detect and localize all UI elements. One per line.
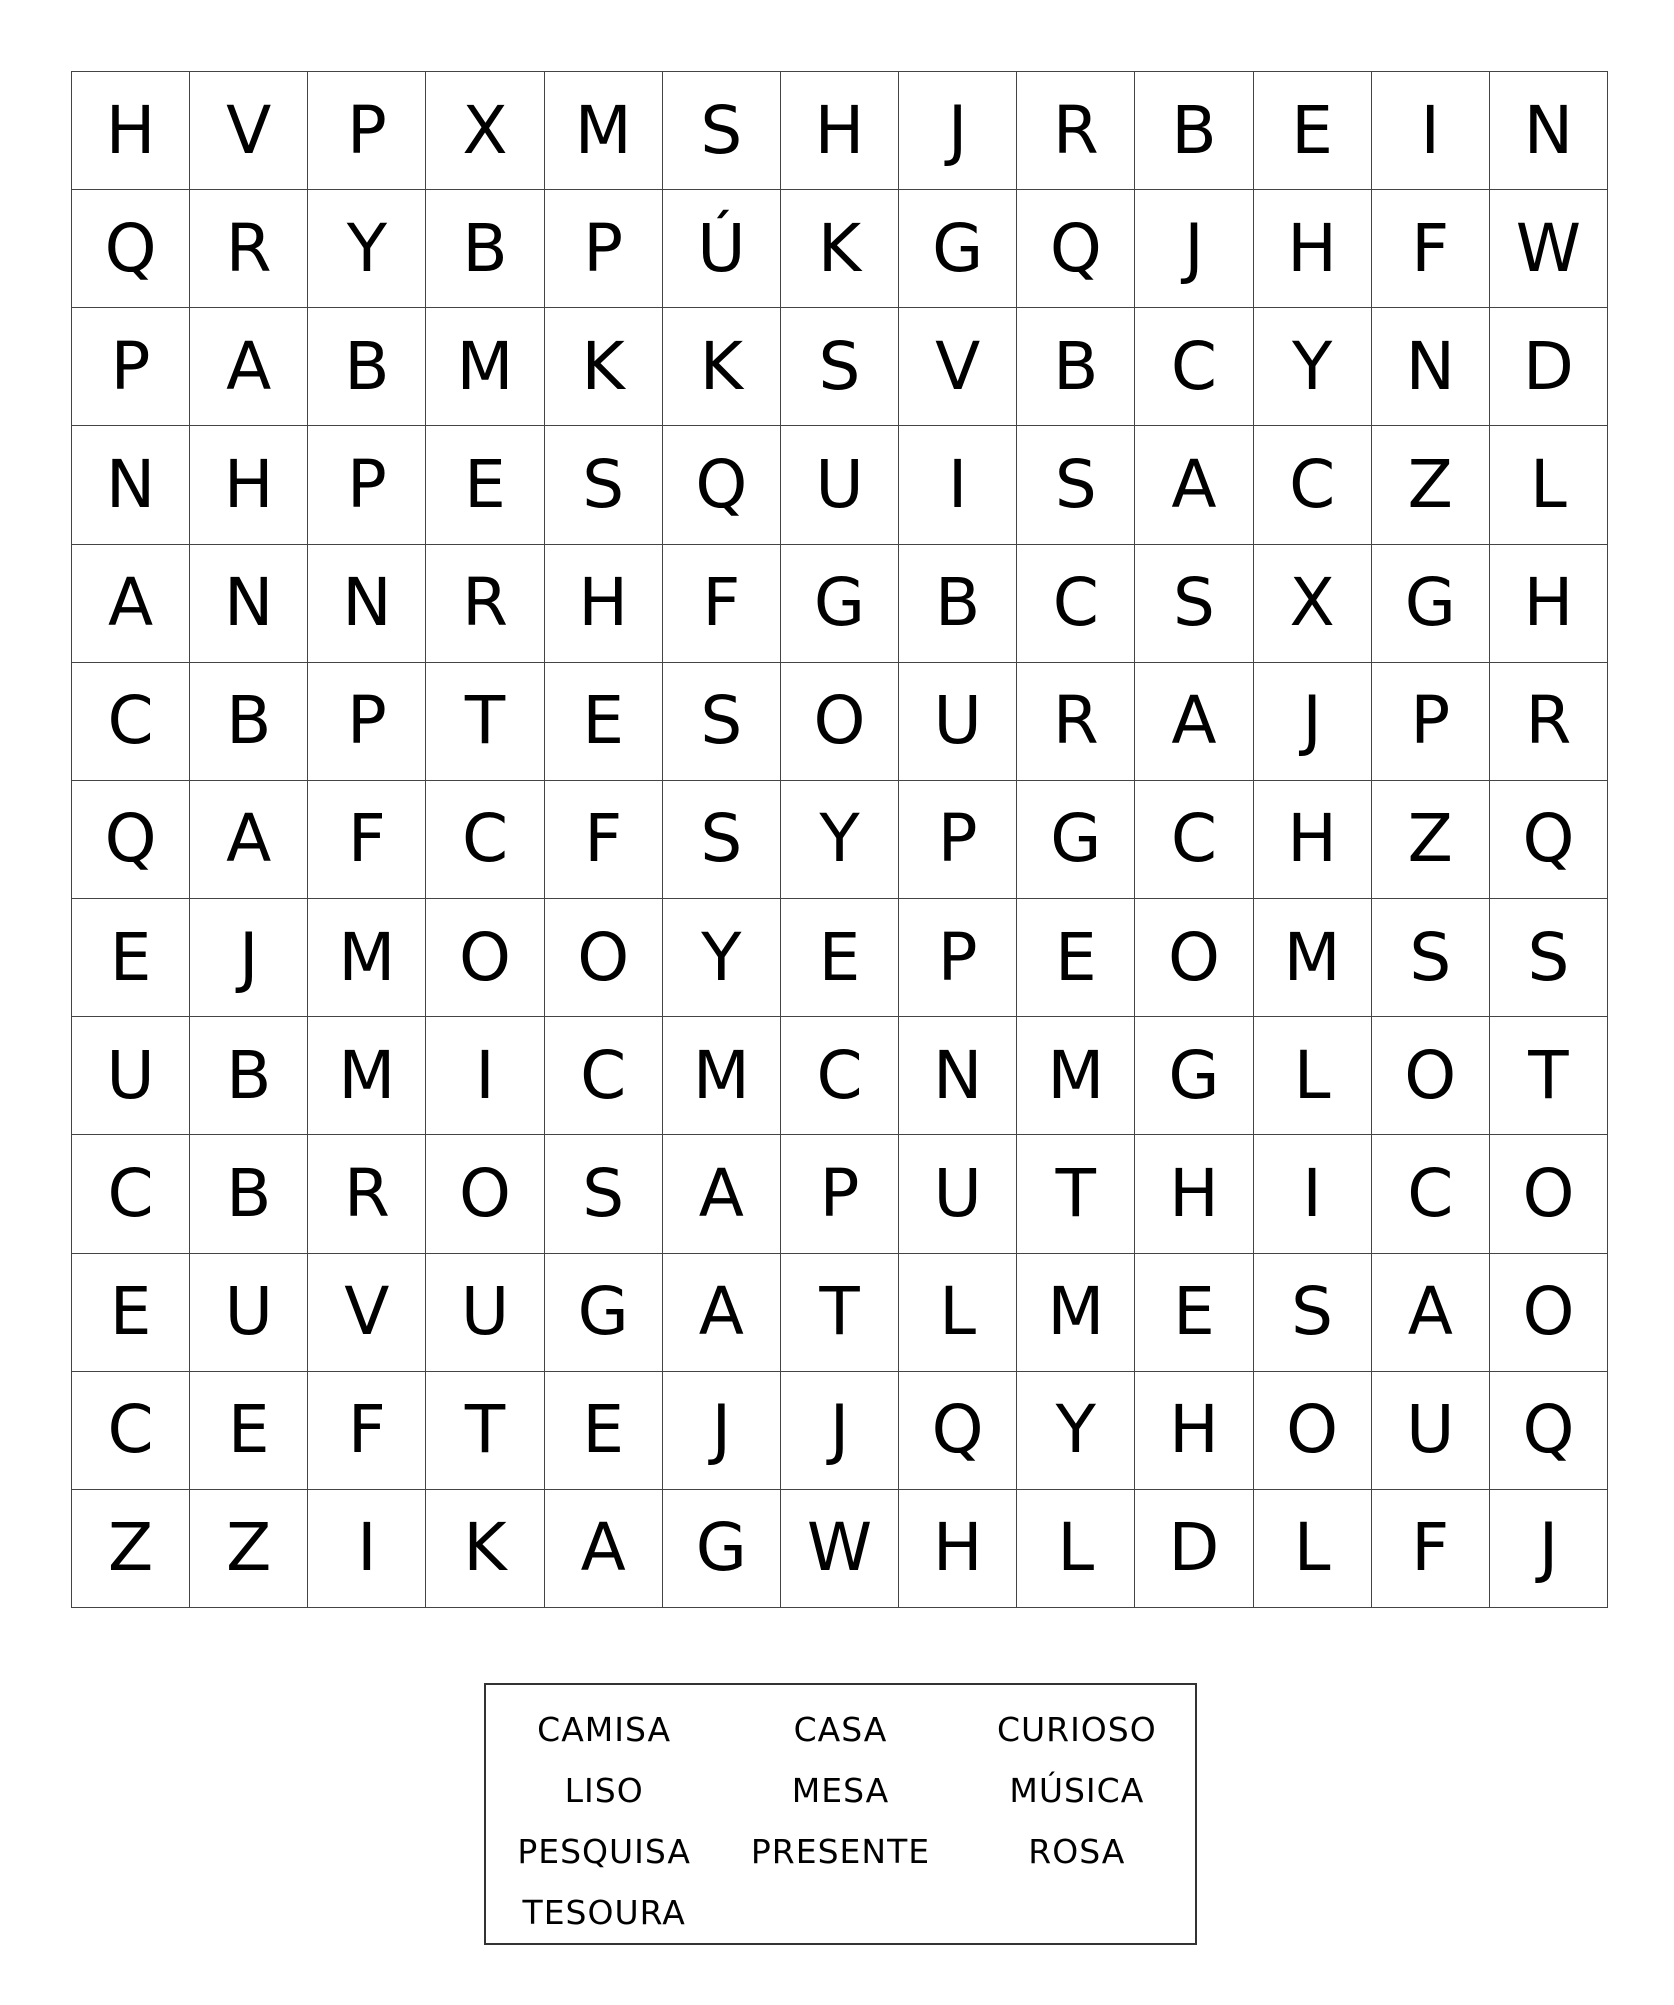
grid-cell[interactable]: C: [1254, 426, 1372, 544]
grid-cell[interactable]: W: [781, 1490, 899, 1608]
grid-cell[interactable]: F: [545, 781, 663, 899]
grid-cell[interactable]: E: [72, 899, 190, 1017]
grid-cell[interactable]: S: [781, 308, 899, 426]
word-list-item: TESOURA: [522, 1893, 686, 1932]
grid-cell[interactable]: E: [190, 1372, 308, 1490]
grid-cell[interactable]: Z: [1372, 781, 1490, 899]
grid-cell[interactable]: J: [663, 1372, 781, 1490]
grid-cell[interactable]: W: [1490, 190, 1608, 308]
grid-cell[interactable]: M: [1017, 1254, 1135, 1372]
grid-cell[interactable]: P: [899, 781, 1017, 899]
grid-cell[interactable]: A: [545, 1490, 663, 1608]
grid-cell[interactable]: U: [72, 1017, 190, 1135]
grid-cell[interactable]: M: [1254, 899, 1372, 1017]
grid-cell[interactable]: O: [1254, 1372, 1372, 1490]
grid-cell[interactable]: O: [1490, 1254, 1608, 1372]
grid-cell[interactable]: O: [781, 663, 899, 781]
grid-cell[interactable]: U: [899, 663, 1017, 781]
grid-cell[interactable]: O: [426, 1135, 544, 1253]
grid-cell[interactable]: A: [190, 308, 308, 426]
grid-cell[interactable]: G: [899, 190, 1017, 308]
grid-cell[interactable]: R: [308, 1135, 426, 1253]
grid-cell[interactable]: G: [545, 1254, 663, 1372]
grid-cell[interactable]: I: [426, 1017, 544, 1135]
word-list-item: LISO: [564, 1771, 644, 1810]
grid-cell[interactable]: B: [190, 1135, 308, 1253]
grid-cell[interactable]: C: [72, 1372, 190, 1490]
word-list-item: PRESENTE: [750, 1832, 931, 1871]
grid-cell[interactable]: S: [663, 781, 781, 899]
grid-cell[interactable]: A: [1135, 426, 1253, 544]
grid-cell[interactable]: M: [545, 72, 663, 190]
grid-cell[interactable]: E: [426, 426, 544, 544]
grid-cell[interactable]: B: [308, 308, 426, 426]
grid-cell[interactable]: O: [545, 899, 663, 1017]
grid-cell[interactable]: O: [1490, 1135, 1608, 1253]
grid-cell[interactable]: N: [899, 1017, 1017, 1135]
grid-cell[interactable]: X: [1254, 545, 1372, 663]
grid-cell[interactable]: S: [663, 72, 781, 190]
word-list-item: MESA: [791, 1771, 890, 1810]
grid-cell[interactable]: H: [1490, 545, 1608, 663]
grid-cell[interactable]: C: [72, 663, 190, 781]
grid-cell[interactable]: F: [1372, 1490, 1490, 1608]
grid-cell[interactable]: C: [426, 781, 544, 899]
grid-cell[interactable]: C: [1135, 308, 1253, 426]
grid-cell[interactable]: K: [781, 190, 899, 308]
grid-cell[interactable]: Q: [663, 426, 781, 544]
grid-cell[interactable]: T: [426, 1372, 544, 1490]
grid-cell[interactable]: G: [1017, 781, 1135, 899]
grid-cell[interactable]: O: [1372, 1017, 1490, 1135]
grid-cell[interactable]: Q: [72, 781, 190, 899]
grid-cell[interactable]: Q: [1490, 781, 1608, 899]
grid-cell[interactable]: N: [1490, 72, 1608, 190]
word-list-item: CURIOSO: [996, 1710, 1157, 1749]
grid-cell[interactable]: A: [1372, 1254, 1490, 1372]
grid-cell[interactable]: G: [1372, 545, 1490, 663]
grid-cell[interactable]: F: [1372, 190, 1490, 308]
grid-cell[interactable]: M: [308, 1017, 426, 1135]
grid-cell[interactable]: R: [190, 190, 308, 308]
grid-cell[interactable]: S: [545, 426, 663, 544]
grid-cell[interactable]: N: [190, 545, 308, 663]
grid-cell[interactable]: Z: [72, 1490, 190, 1608]
grid-cell[interactable]: Ú: [663, 190, 781, 308]
grid-cell[interactable]: S: [1254, 1254, 1372, 1372]
grid-cell[interactable]: C: [781, 1017, 899, 1135]
grid-cell[interactable]: V: [308, 1254, 426, 1372]
grid-cell[interactable]: D: [1135, 1490, 1253, 1608]
grid-cell[interactable]: K: [426, 1490, 544, 1608]
grid-cell[interactable]: U: [426, 1254, 544, 1372]
grid-cell[interactable]: J: [781, 1372, 899, 1490]
letter-grid: [71, 71, 1608, 1608]
word-list-item: PESQUISA: [517, 1832, 692, 1871]
grid-cell[interactable]: M: [426, 308, 544, 426]
word-list-item: MÚSICA: [1009, 1771, 1145, 1810]
grid-cell[interactable]: Q: [899, 1372, 1017, 1490]
grid-cell[interactable]: H: [1135, 1135, 1253, 1253]
grid-cell[interactable]: L: [1017, 1490, 1135, 1608]
grid-cell[interactable]: I: [899, 426, 1017, 544]
grid-cell[interactable]: H: [1135, 1372, 1253, 1490]
grid-cell[interactable]: F: [308, 1372, 426, 1490]
grid-cell[interactable]: H: [781, 72, 899, 190]
grid-cell[interactable]: M: [1017, 1017, 1135, 1135]
grid-cell[interactable]: G: [663, 1490, 781, 1608]
grid-cell[interactable]: H: [899, 1490, 1017, 1608]
grid-cell[interactable]: Y: [308, 190, 426, 308]
grid-cell[interactable]: Y: [781, 781, 899, 899]
grid-cell[interactable]: S: [1490, 899, 1608, 1017]
grid-cell[interactable]: O: [1135, 899, 1253, 1017]
grid-cell[interactable]: P: [308, 72, 426, 190]
grid-cell[interactable]: H: [72, 72, 190, 190]
grid-cell[interactable]: H: [190, 426, 308, 544]
grid-cell[interactable]: F: [308, 781, 426, 899]
grid-cell[interactable]: Z: [190, 1490, 308, 1608]
grid-cell[interactable]: E: [545, 1372, 663, 1490]
grid-cell[interactable]: P: [899, 899, 1017, 1017]
grid-cell[interactable]: Y: [1017, 1372, 1135, 1490]
grid-cell[interactable]: U: [899, 1135, 1017, 1253]
grid-cell[interactable]: C: [1135, 781, 1253, 899]
grid-cell[interactable]: Y: [1254, 308, 1372, 426]
grid-cell[interactable]: A: [190, 781, 308, 899]
grid-cell[interactable]: R: [426, 545, 544, 663]
grid-cell[interactable]: R: [1017, 72, 1135, 190]
grid-cell[interactable]: J: [1490, 1490, 1608, 1608]
grid-cell[interactable]: B: [190, 1017, 308, 1135]
grid-cell[interactable]: M: [663, 1017, 781, 1135]
grid-cell[interactable]: D: [1490, 308, 1608, 426]
grid-cell[interactable]: E: [1135, 1254, 1253, 1372]
grid-cell[interactable]: R: [1017, 663, 1135, 781]
grid-cell[interactable]: H: [1254, 781, 1372, 899]
grid-cell[interactable]: J: [899, 72, 1017, 190]
grid-cell[interactable]: Q: [1490, 1372, 1608, 1490]
grid-cell[interactable]: L: [1254, 1490, 1372, 1608]
grid-cell[interactable]: J: [1135, 190, 1253, 308]
grid-cell[interactable]: I: [1372, 72, 1490, 190]
grid-cell[interactable]: H: [545, 545, 663, 663]
grid-cell[interactable]: P: [72, 308, 190, 426]
grid-cell[interactable]: U: [190, 1254, 308, 1372]
grid-cell[interactable]: J: [1254, 663, 1372, 781]
grid-cell[interactable]: C: [1017, 545, 1135, 663]
grid-cell[interactable]: O: [426, 899, 544, 1017]
grid-cell[interactable]: T: [426, 663, 544, 781]
grid-cell[interactable]: T: [781, 1254, 899, 1372]
grid-cell[interactable]: E: [545, 663, 663, 781]
grid-cell[interactable]: A: [663, 1135, 781, 1253]
grid-cell[interactable]: I: [308, 1490, 426, 1608]
grid-cell[interactable]: B: [190, 663, 308, 781]
grid-cell[interactable]: S: [1372, 899, 1490, 1017]
grid-cell[interactable]: B: [1017, 308, 1135, 426]
grid-cell[interactable]: S: [545, 1135, 663, 1253]
grid-cell[interactable]: L: [899, 1254, 1017, 1372]
grid-cell[interactable]: S: [1135, 545, 1253, 663]
grid-cell[interactable]: F: [663, 545, 781, 663]
word-list-item: ROSA: [1028, 1832, 1126, 1871]
grid-cell[interactable]: B: [426, 190, 544, 308]
word-list-item: CASA: [793, 1710, 888, 1749]
grid-cell[interactable]: V: [190, 72, 308, 190]
grid-cell[interactable]: X: [426, 72, 544, 190]
grid-cell[interactable]: S: [663, 663, 781, 781]
word-list: [484, 1683, 1197, 1945]
grid-cell[interactable]: Z: [1372, 426, 1490, 544]
grid-cell[interactable]: P: [781, 1135, 899, 1253]
grid-cell[interactable]: P: [308, 426, 426, 544]
grid-cell[interactable]: A: [1135, 663, 1253, 781]
grid-cell[interactable]: T: [1490, 1017, 1608, 1135]
grid-cell[interactable]: T: [1017, 1135, 1135, 1253]
grid-cell[interactable]: A: [663, 1254, 781, 1372]
word-list-item: CAMISA: [537, 1710, 672, 1749]
grid-cell[interactable]: L: [1254, 1017, 1372, 1135]
grid-cell[interactable]: J: [190, 899, 308, 1017]
grid-cell[interactable]: P: [1372, 663, 1490, 781]
grid-cell[interactable]: E: [781, 899, 899, 1017]
grid-cell[interactable]: U: [1372, 1372, 1490, 1490]
grid-cell[interactable]: P: [308, 663, 426, 781]
grid-cell[interactable]: R: [1490, 663, 1608, 781]
grid-cell[interactable]: N: [1372, 308, 1490, 426]
grid-cell[interactable]: Y: [663, 899, 781, 1017]
grid-cell[interactable]: L: [1490, 426, 1608, 544]
grid-cell[interactable]: V: [899, 308, 1017, 426]
grid-cell[interactable]: A: [72, 545, 190, 663]
grid-cell[interactable]: S: [1017, 426, 1135, 544]
grid-cell[interactable]: E: [1254, 72, 1372, 190]
grid-cell[interactable]: G: [781, 545, 899, 663]
grid-cell[interactable]: N: [72, 426, 190, 544]
grid-cell[interactable]: N: [308, 545, 426, 663]
grid-cell[interactable]: C: [72, 1135, 190, 1253]
grid-cell[interactable]: Q: [1017, 190, 1135, 308]
grid-cell[interactable]: G: [1135, 1017, 1253, 1135]
grid-cell[interactable]: C: [1372, 1135, 1490, 1253]
grid-cell[interactable]: I: [1254, 1135, 1372, 1253]
grid-cell[interactable]: E: [72, 1254, 190, 1372]
grid-cell[interactable]: B: [899, 545, 1017, 663]
grid-cell[interactable]: B: [1135, 72, 1253, 190]
grid-cell[interactable]: P: [545, 190, 663, 308]
grid-cell[interactable]: M: [308, 899, 426, 1017]
grid-cell[interactable]: K: [545, 308, 663, 426]
grid-cell[interactable]: E: [1017, 899, 1135, 1017]
grid-cell[interactable]: K: [663, 308, 781, 426]
grid-cell[interactable]: U: [781, 426, 899, 544]
grid-cell[interactable]: C: [545, 1017, 663, 1135]
grid-cell[interactable]: Q: [72, 190, 190, 308]
grid-cell[interactable]: H: [1254, 190, 1372, 308]
